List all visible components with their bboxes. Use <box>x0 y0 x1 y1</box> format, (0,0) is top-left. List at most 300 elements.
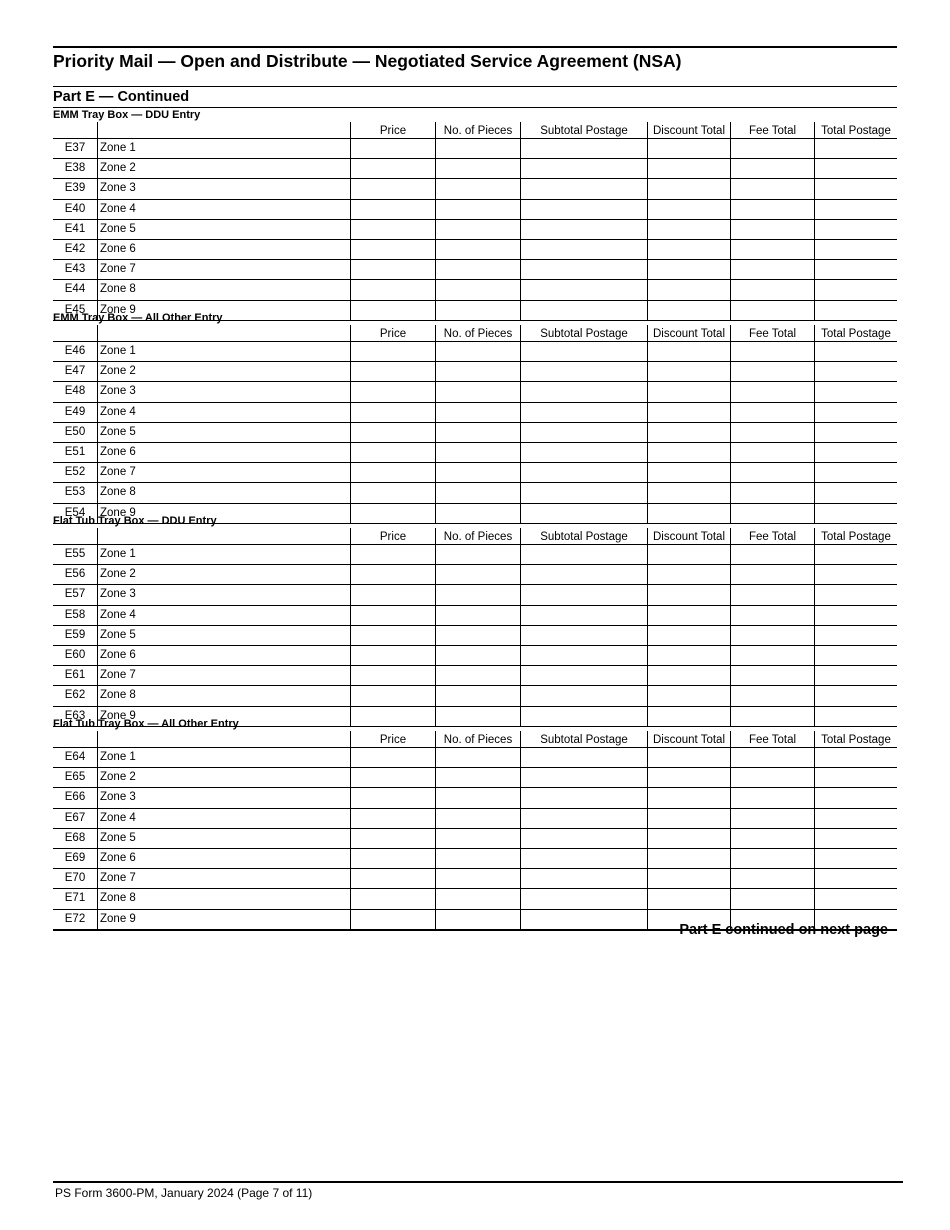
continued-note: Part E continued on next page <box>679 922 888 938</box>
line-code: E41 <box>64 222 86 235</box>
line-code: E64 <box>64 751 86 763</box>
line-code: E60 <box>64 648 86 661</box>
total-postage-field[interactable] <box>814 463 897 482</box>
subtotal-postage-field[interactable] <box>520 200 647 219</box>
pieces-field[interactable] <box>435 423 520 442</box>
total-postage-field[interactable] <box>814 159 897 178</box>
price-field[interactable] <box>350 646 435 665</box>
line-code: E53 <box>64 486 86 499</box>
pieces-field[interactable] <box>435 179 520 198</box>
subtotal-postage-field[interactable] <box>520 606 647 625</box>
table-row <box>53 240 897 260</box>
price-field[interactable] <box>350 342 435 361</box>
pieces-field[interactable] <box>435 545 520 564</box>
table-row <box>53 809 897 829</box>
zone-label: Zone 9 <box>97 910 350 929</box>
pieces-field[interactable] <box>435 139 520 158</box>
column-header-pieces: No. of Pieces <box>435 731 520 747</box>
header-blank <box>97 731 350 747</box>
total-postage-field[interactable] <box>814 768 897 787</box>
price-field[interactable] <box>350 910 435 929</box>
line-code: E52 <box>64 466 86 479</box>
total-postage-field[interactable] <box>814 809 897 828</box>
line-code: E62 <box>64 689 86 702</box>
subtotal-postage-field[interactable] <box>520 423 647 442</box>
total-postage-field[interactable] <box>814 423 897 442</box>
column-header-pieces: No. of Pieces <box>435 325 520 341</box>
line-code: E66 <box>64 791 86 804</box>
pieces-field[interactable] <box>435 483 520 502</box>
table-row <box>53 686 897 706</box>
discount-total-field[interactable] <box>647 869 730 888</box>
section-4 <box>53 717 897 931</box>
discount-total-field[interactable] <box>647 240 730 259</box>
pieces-field[interactable] <box>435 220 520 239</box>
zone-label: Zone 2 <box>97 768 350 787</box>
zone-label: Zone 8 <box>97 483 350 502</box>
total-postage-field[interactable] <box>814 362 897 381</box>
line-code: E67 <box>64 811 86 824</box>
subtotal-postage-field[interactable] <box>520 768 647 787</box>
fee-total-field[interactable] <box>730 748 814 767</box>
table-row <box>53 159 897 179</box>
zone-label: Zone 3 <box>97 585 350 604</box>
fee-total-field[interactable] <box>730 585 814 604</box>
fee-total-field[interactable] <box>730 240 814 259</box>
fee-total-field[interactable] <box>730 179 814 198</box>
fee-total-field[interactable] <box>730 829 814 848</box>
fee-total-field[interactable] <box>730 809 814 828</box>
line-code: E44 <box>64 283 86 296</box>
price-field[interactable] <box>350 362 435 381</box>
total-postage-field[interactable] <box>814 280 897 299</box>
zone-label: Zone 8 <box>97 889 350 908</box>
total-postage-field[interactable] <box>814 686 897 705</box>
pieces-field[interactable] <box>435 849 520 868</box>
price-field[interactable] <box>350 849 435 868</box>
section-title: Flat Tub Tray Box — DDU Entry <box>53 515 217 527</box>
subtotal-postage-field[interactable] <box>520 748 647 767</box>
line-code: E47 <box>64 365 86 378</box>
price-field[interactable] <box>350 200 435 219</box>
zone-label: Zone 5 <box>97 220 350 239</box>
line-code: E59 <box>64 628 86 641</box>
total-postage-field[interactable] <box>814 200 897 219</box>
fee-total-field[interactable] <box>730 626 814 645</box>
zone-label: Zone 9 <box>97 301 350 320</box>
discount-total-field[interactable] <box>647 280 730 299</box>
line-code: E51 <box>64 445 86 458</box>
zone-label: Zone 6 <box>97 646 350 665</box>
line-code: E57 <box>64 588 86 601</box>
column-header-subtotal-postage: Subtotal Postage <box>520 122 647 138</box>
zone-label: Zone 7 <box>97 260 350 279</box>
subtotal-postage-field[interactable] <box>520 910 647 929</box>
zone-label: Zone 5 <box>97 626 350 645</box>
total-postage-field[interactable] <box>814 220 897 239</box>
subtotal-postage-field[interactable] <box>520 646 647 665</box>
pieces-field[interactable] <box>435 443 520 462</box>
discount-total-field[interactable] <box>647 565 730 584</box>
subtotal-postage-field[interactable] <box>520 139 647 158</box>
fee-total-field[interactable] <box>730 768 814 787</box>
discount-total-field[interactable] <box>647 748 730 767</box>
zone-label: Zone 3 <box>97 788 350 807</box>
pieces-field[interactable] <box>435 829 520 848</box>
discount-total-field[interactable] <box>647 260 730 279</box>
table-row <box>53 342 897 362</box>
discount-total-field[interactable] <box>647 849 730 868</box>
line-code: E39 <box>64 182 86 195</box>
pieces-field[interactable] <box>435 342 520 361</box>
column-header-total-postage: Total Postage <box>814 325 897 341</box>
pieces-field[interactable] <box>435 565 520 584</box>
pieces-field[interactable] <box>435 788 520 807</box>
total-postage-field[interactable] <box>814 626 897 645</box>
fee-total-field[interactable] <box>730 869 814 888</box>
footer-rule <box>53 1181 903 1183</box>
total-postage-field[interactable] <box>814 788 897 807</box>
subtotal-postage-field[interactable] <box>520 869 647 888</box>
zone-label: Zone 1 <box>97 139 350 158</box>
total-postage-field[interactable] <box>814 240 897 259</box>
subtotal-postage-field[interactable] <box>520 362 647 381</box>
subtotal-postage-field[interactable] <box>520 788 647 807</box>
fee-total-field[interactable] <box>730 443 814 462</box>
table-row <box>53 483 897 503</box>
subtotal-postage-field[interactable] <box>520 342 647 361</box>
pieces-field[interactable] <box>435 260 520 279</box>
pieces-field[interactable] <box>435 889 520 908</box>
table-row <box>53 139 897 159</box>
total-postage-field[interactable] <box>814 382 897 401</box>
subtotal-postage-field[interactable] <box>520 483 647 502</box>
total-postage-field[interactable] <box>814 179 897 198</box>
price-field[interactable] <box>350 179 435 198</box>
fee-total-field[interactable] <box>730 342 814 361</box>
page-title: Priority Mail — Open and Distribute — Negotiated Service Agreement (NSA) <box>53 51 682 71</box>
line-code: E49 <box>64 405 86 418</box>
fee-total-field[interactable] <box>730 403 814 422</box>
discount-total-field[interactable] <box>647 179 730 198</box>
discount-total-field[interactable] <box>647 403 730 422</box>
total-postage-field[interactable] <box>814 260 897 279</box>
pieces-field[interactable] <box>435 362 520 381</box>
pieces-field[interactable] <box>435 585 520 604</box>
discount-total-field[interactable] <box>647 362 730 381</box>
table-row <box>53 849 897 869</box>
fee-total-field[interactable] <box>730 280 814 299</box>
total-postage-field[interactable] <box>814 483 897 502</box>
table-row <box>53 788 897 808</box>
column-header-price: Price <box>350 528 435 544</box>
discount-total-field[interactable] <box>647 443 730 462</box>
fee-total-field[interactable] <box>730 362 814 381</box>
pieces-field[interactable] <box>435 910 520 929</box>
discount-total-field[interactable] <box>647 463 730 482</box>
table-row <box>53 748 897 768</box>
price-field[interactable] <box>350 260 435 279</box>
fee-total-field[interactable] <box>730 889 814 908</box>
table-row <box>53 463 897 483</box>
subtotal-postage-field[interactable] <box>520 585 647 604</box>
header-blank <box>97 528 350 544</box>
column-header-pieces: No. of Pieces <box>435 122 520 138</box>
table-row <box>53 362 897 382</box>
table-row <box>53 829 897 849</box>
table-row <box>53 646 897 666</box>
fee-total-field[interactable] <box>730 666 814 685</box>
fee-total-field[interactable] <box>730 260 814 279</box>
zone-label: Zone 2 <box>97 159 350 178</box>
column-header-row <box>53 122 897 139</box>
price-field[interactable] <box>350 382 435 401</box>
line-code: E61 <box>64 669 86 682</box>
subtotal-postage-field[interactable] <box>520 240 647 259</box>
discount-total-field[interactable] <box>647 666 730 685</box>
total-postage-field[interactable] <box>814 666 897 685</box>
price-field[interactable] <box>350 788 435 807</box>
zone-label: Zone 6 <box>97 443 350 462</box>
section-title: EMM Tray Box — All Other Entry <box>53 312 223 324</box>
pieces-field[interactable] <box>435 626 520 645</box>
subtotal-postage-field[interactable] <box>520 565 647 584</box>
discount-total-field[interactable] <box>647 829 730 848</box>
table-row <box>53 565 897 585</box>
form-footer: PS Form 3600-PM, January 2024 (Page 7 of 11) <box>55 1186 313 1200</box>
top-rule <box>53 46 897 48</box>
fee-total-field[interactable] <box>730 849 814 868</box>
header-blank <box>97 122 350 138</box>
column-header-price: Price <box>350 122 435 138</box>
price-field[interactable] <box>350 829 435 848</box>
pieces-field[interactable] <box>435 200 520 219</box>
zone-label: Zone 5 <box>97 829 350 848</box>
subtotal-postage-field[interactable] <box>520 382 647 401</box>
subtotal-postage-field[interactable] <box>520 686 647 705</box>
line-code: E58 <box>64 608 86 621</box>
discount-total-field[interactable] <box>647 159 730 178</box>
discount-total-field[interactable] <box>647 646 730 665</box>
discount-total-field[interactable] <box>647 606 730 625</box>
price-field[interactable] <box>350 768 435 787</box>
total-postage-field[interactable] <box>814 585 897 604</box>
total-postage-field[interactable] <box>814 889 897 908</box>
pieces-field[interactable] <box>435 646 520 665</box>
price-field[interactable] <box>350 220 435 239</box>
column-header-fee-total: Fee Total <box>730 528 814 544</box>
total-postage-field[interactable] <box>814 849 897 868</box>
discount-total-field[interactable] <box>647 889 730 908</box>
table-row <box>53 443 897 463</box>
price-field[interactable] <box>350 585 435 604</box>
subtotal-postage-field[interactable] <box>520 260 647 279</box>
discount-total-field[interactable] <box>647 200 730 219</box>
zone-label: Zone 1 <box>97 545 350 564</box>
pieces-field[interactable] <box>435 240 520 259</box>
line-code: E50 <box>64 425 86 438</box>
price-field[interactable] <box>350 159 435 178</box>
subtotal-postage-field[interactable] <box>520 403 647 422</box>
total-postage-field[interactable] <box>814 748 897 767</box>
pieces-field[interactable] <box>435 809 520 828</box>
table-row <box>53 179 897 199</box>
subtotal-postage-field[interactable] <box>520 179 647 198</box>
fee-total-field[interactable] <box>730 463 814 482</box>
line-code: E43 <box>64 263 86 276</box>
zone-label: Zone 2 <box>97 565 350 584</box>
total-postage-field[interactable] <box>814 829 897 848</box>
discount-total-field[interactable] <box>647 788 730 807</box>
zone-label: Zone 4 <box>97 200 350 219</box>
subtotal-postage-field[interactable] <box>520 849 647 868</box>
discount-total-field[interactable] <box>647 423 730 442</box>
pieces-field[interactable] <box>435 606 520 625</box>
price-field[interactable] <box>350 545 435 564</box>
table-row <box>53 606 897 626</box>
discount-total-field[interactable] <box>647 220 730 239</box>
pieces-field[interactable] <box>435 463 520 482</box>
header-blank <box>97 325 350 341</box>
subtotal-postage-field[interactable] <box>520 829 647 848</box>
price-field[interactable] <box>350 606 435 625</box>
total-postage-field[interactable] <box>814 869 897 888</box>
table-row <box>53 220 897 240</box>
table-row <box>53 768 897 788</box>
pieces-field[interactable] <box>435 280 520 299</box>
discount-total-field[interactable] <box>647 342 730 361</box>
table-row <box>53 869 897 889</box>
fee-total-field[interactable] <box>730 483 814 502</box>
part-rule <box>53 86 897 87</box>
pieces-field[interactable] <box>435 768 520 787</box>
total-postage-field[interactable] <box>814 342 897 361</box>
subtotal-postage-field[interactable] <box>520 220 647 239</box>
price-field[interactable] <box>350 869 435 888</box>
zone-label: Zone 1 <box>97 748 350 767</box>
fee-total-field[interactable] <box>730 423 814 442</box>
fee-total-field[interactable] <box>730 545 814 564</box>
column-header-total-postage: Total Postage <box>814 731 897 747</box>
fee-total-field[interactable] <box>730 788 814 807</box>
column-header-row <box>53 528 897 545</box>
subtotal-postage-field[interactable] <box>520 666 647 685</box>
discount-total-field[interactable] <box>647 483 730 502</box>
fee-total-field[interactable] <box>730 200 814 219</box>
fee-total-field[interactable] <box>730 565 814 584</box>
line-code: E42 <box>64 242 86 255</box>
pieces-field[interactable] <box>435 869 520 888</box>
column-header-subtotal-postage: Subtotal Postage <box>520 325 647 341</box>
fee-total-field[interactable] <box>730 159 814 178</box>
pieces-field[interactable] <box>435 382 520 401</box>
zone-label: Zone 4 <box>97 606 350 625</box>
column-header-fee-total: Fee Total <box>730 731 814 747</box>
fee-total-field[interactable] <box>730 686 814 705</box>
discount-total-field[interactable] <box>647 809 730 828</box>
price-field[interactable] <box>350 889 435 908</box>
subtotal-postage-field[interactable] <box>520 443 647 462</box>
zone-label: Zone 6 <box>97 849 350 868</box>
total-postage-field[interactable] <box>814 139 897 158</box>
subtotal-postage-field[interactable] <box>520 280 647 299</box>
header-blank <box>53 122 97 138</box>
subtotal-postage-field[interactable] <box>520 809 647 828</box>
price-field[interactable] <box>350 403 435 422</box>
price-field[interactable] <box>350 626 435 645</box>
total-postage-field[interactable] <box>814 545 897 564</box>
fee-total-field[interactable] <box>730 606 814 625</box>
total-postage-field[interactable] <box>814 443 897 462</box>
zone-label: Zone 1 <box>97 342 350 361</box>
price-field[interactable] <box>350 139 435 158</box>
column-header-discount-total: Discount Total <box>647 122 730 138</box>
line-code: E48 <box>64 385 86 398</box>
pieces-field[interactable] <box>435 748 520 767</box>
line-code: E38 <box>64 162 86 175</box>
total-postage-field[interactable] <box>814 565 897 584</box>
zone-label: Zone 7 <box>97 463 350 482</box>
discount-total-field[interactable] <box>647 686 730 705</box>
price-field[interactable] <box>350 423 435 442</box>
pieces-field[interactable] <box>435 159 520 178</box>
column-header-subtotal-postage: Subtotal Postage <box>520 731 647 747</box>
discount-total-field[interactable] <box>647 585 730 604</box>
subtotal-postage-field[interactable] <box>520 889 647 908</box>
discount-total-field[interactable] <box>647 768 730 787</box>
pieces-field[interactable] <box>435 666 520 685</box>
table-row <box>53 200 897 220</box>
discount-total-field[interactable] <box>647 139 730 158</box>
header-blank <box>53 731 97 747</box>
price-field[interactable] <box>350 809 435 828</box>
price-field[interactable] <box>350 240 435 259</box>
subtotal-postage-field[interactable] <box>520 545 647 564</box>
discount-total-field[interactable] <box>647 545 730 564</box>
total-postage-field[interactable] <box>814 606 897 625</box>
price-field[interactable] <box>350 280 435 299</box>
fee-total-field[interactable] <box>730 646 814 665</box>
header-blank <box>53 528 97 544</box>
price-field[interactable] <box>350 483 435 502</box>
price-field[interactable] <box>350 686 435 705</box>
discount-total-field[interactable] <box>647 626 730 645</box>
line-code: E72 <box>64 912 86 925</box>
pieces-field[interactable] <box>435 403 520 422</box>
pieces-field[interactable] <box>435 686 520 705</box>
fee-total-field[interactable] <box>730 139 814 158</box>
price-field[interactable] <box>350 565 435 584</box>
price-field[interactable] <box>350 666 435 685</box>
subtotal-postage-field[interactable] <box>520 159 647 178</box>
table-row <box>53 423 897 443</box>
total-postage-field[interactable] <box>814 646 897 665</box>
price-field[interactable] <box>350 463 435 482</box>
table-row <box>53 382 897 402</box>
price-field[interactable] <box>350 748 435 767</box>
subtotal-postage-field[interactable] <box>520 626 647 645</box>
fee-total-field[interactable] <box>730 220 814 239</box>
section-1 <box>53 108 897 321</box>
column-header-fee-total: Fee Total <box>730 325 814 341</box>
price-field[interactable] <box>350 443 435 462</box>
total-postage-field[interactable] <box>814 403 897 422</box>
zone-label: Zone 9 <box>97 707 350 726</box>
fee-total-field[interactable] <box>730 382 814 401</box>
discount-total-field[interactable] <box>647 382 730 401</box>
subtotal-postage-field[interactable] <box>520 463 647 482</box>
zone-label: Zone 6 <box>97 240 350 259</box>
